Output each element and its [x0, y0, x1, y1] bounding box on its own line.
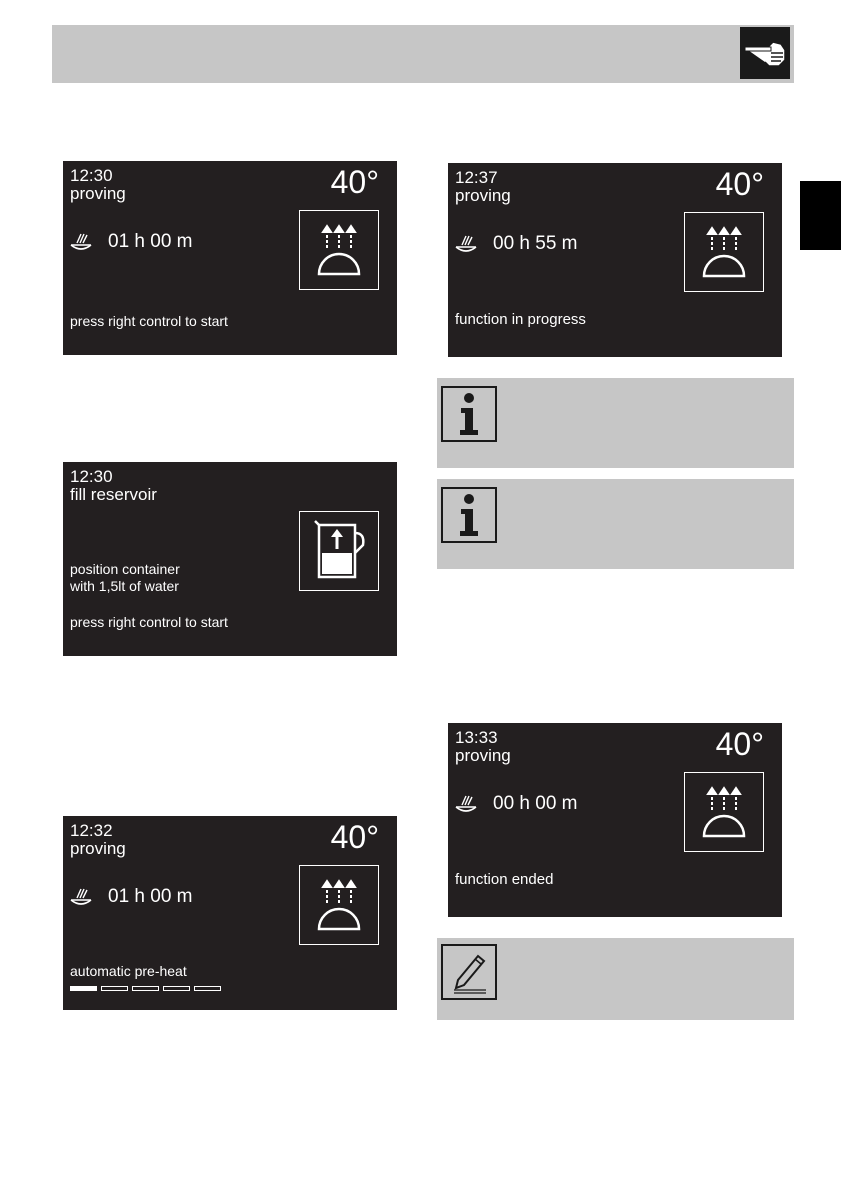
temperature-readout: 40° [715, 726, 764, 762]
status-message: press right control to start [70, 313, 228, 329]
timer-readout: 01 h 00 m [108, 231, 193, 252]
function-name: proving [70, 839, 126, 858]
info-note-box-2 [437, 479, 794, 569]
preheat-progress-bar [70, 986, 221, 991]
proving-icon [684, 212, 764, 292]
oven-display-screen-1 [63, 161, 397, 355]
info-icon [441, 487, 497, 543]
info-icon [441, 386, 497, 442]
steam-timer-icon [455, 235, 477, 253]
oven-display-screen-3 [63, 816, 397, 1010]
instruction-line-1: position container [70, 561, 180, 577]
page-header-bar [52, 25, 794, 83]
steam-timer-icon [70, 233, 92, 251]
proving-icon [684, 772, 764, 852]
info-note-box-1 [437, 378, 794, 468]
oven-display-screen-5 [448, 723, 782, 917]
status-message: automatic pre-heat [70, 963, 187, 979]
status-message: function in progress [455, 311, 586, 328]
pointing-hand-icon [740, 27, 790, 79]
function-name: fill reservoir [70, 485, 157, 504]
proving-icon [299, 210, 379, 290]
function-name: proving [455, 186, 511, 205]
clock-time: 13:33 [455, 728, 498, 747]
progress-segment [132, 986, 159, 991]
progress-segment [163, 986, 190, 991]
steam-timer-icon [455, 795, 477, 813]
status-message: function ended [455, 871, 554, 888]
function-name: proving [70, 184, 126, 203]
proving-icon [299, 865, 379, 945]
timer-readout: 00 h 55 m [493, 233, 578, 254]
temperature-readout: 40° [715, 166, 764, 202]
progress-segment [194, 986, 221, 991]
status-message: press right control to start [70, 614, 228, 630]
oven-display-screen-4 [448, 163, 782, 357]
clock-time: 12:32 [70, 821, 113, 840]
steam-timer-icon [70, 888, 92, 906]
clock-time: 12:30 [70, 166, 113, 185]
function-name: proving [455, 746, 511, 765]
clock-time: 12:30 [70, 467, 113, 486]
pencil-note-box [437, 938, 794, 1020]
water-container-icon [299, 511, 379, 591]
progress-segment [101, 986, 128, 991]
instruction-line-2: with 1,5lt of water [70, 578, 179, 594]
progress-segment [70, 986, 97, 991]
section-side-tab [800, 181, 841, 250]
timer-readout: 00 h 00 m [493, 793, 578, 814]
temperature-readout: 40° [330, 819, 379, 855]
temperature-readout: 40° [330, 164, 379, 200]
pencil-note-icon [441, 944, 497, 1000]
timer-readout: 01 h 00 m [108, 886, 193, 907]
oven-display-screen-2 [63, 462, 397, 656]
clock-time: 12:37 [455, 168, 498, 187]
